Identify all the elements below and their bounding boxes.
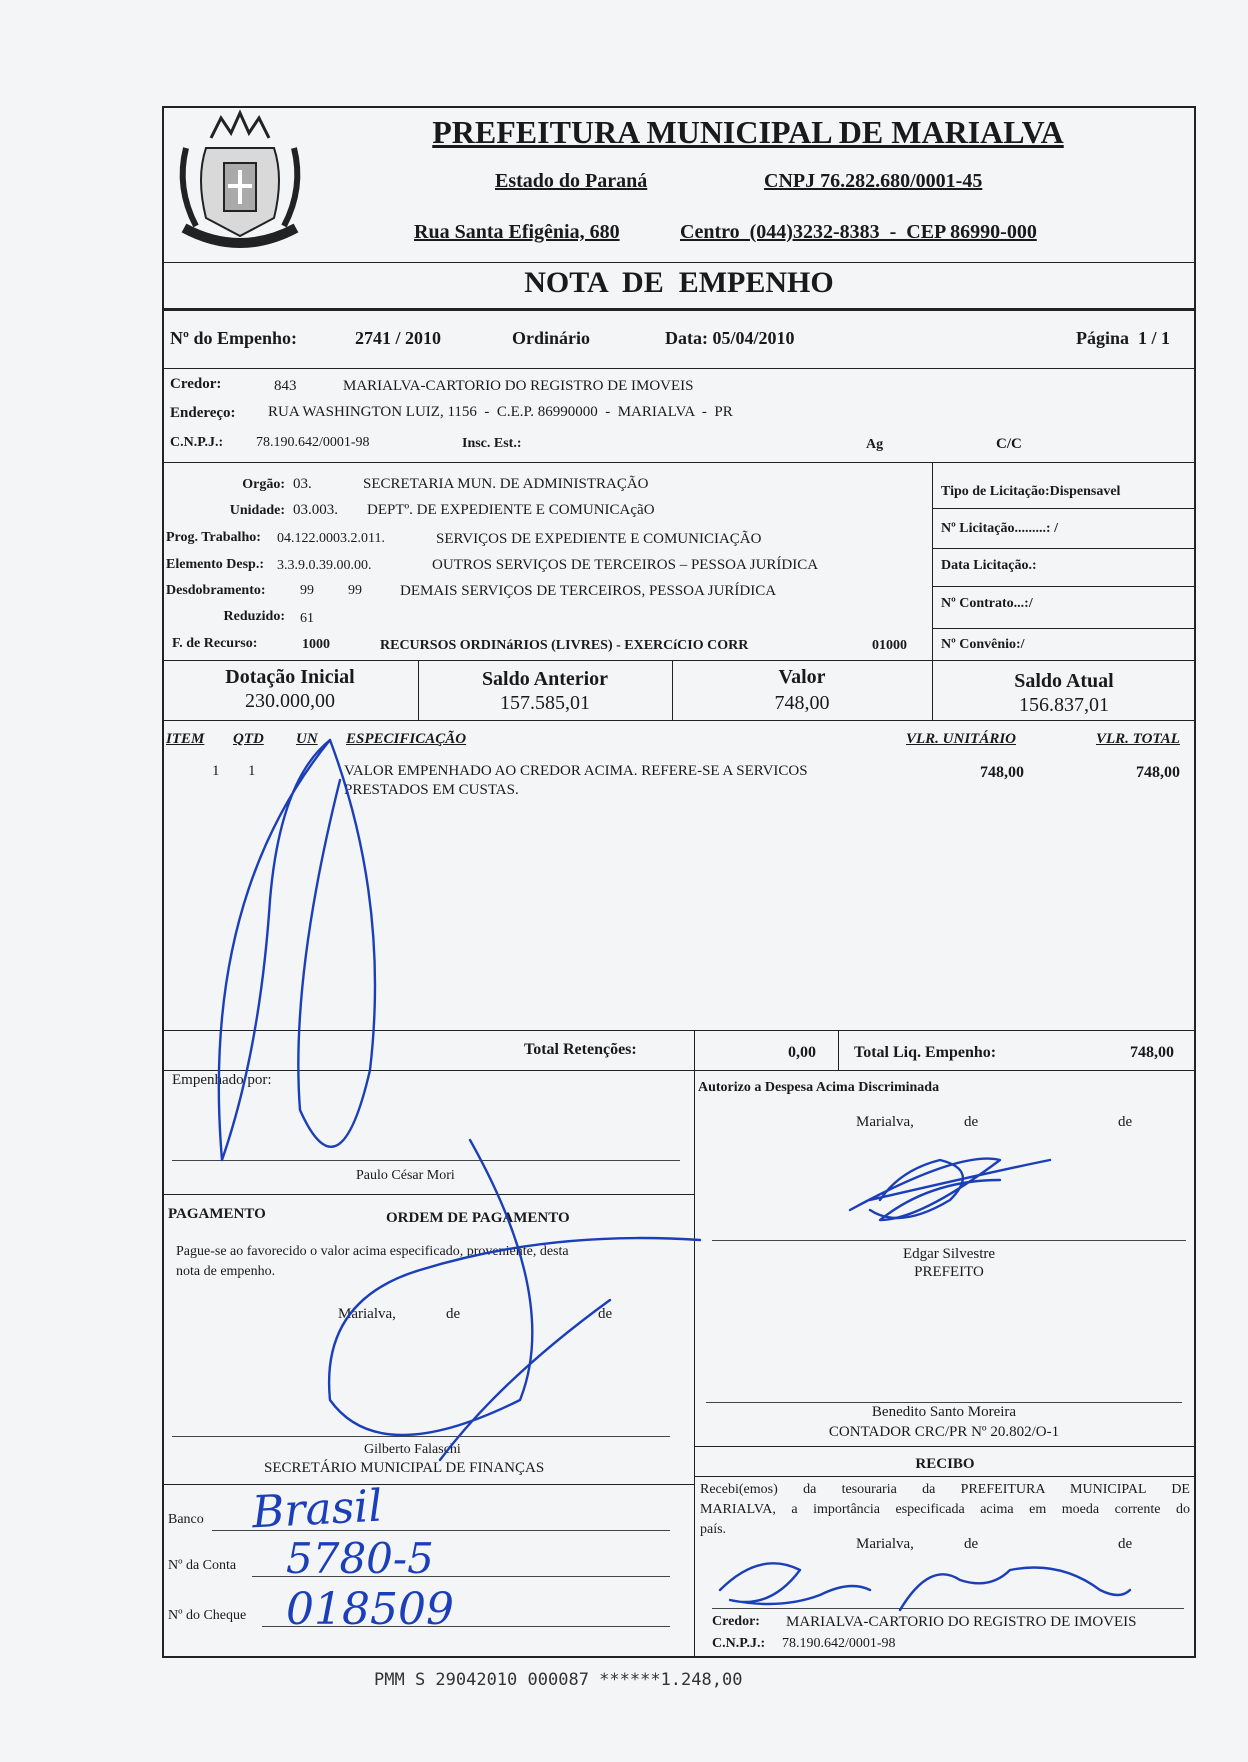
recibo-de2: de <box>1118 1536 1133 1552</box>
left-de2: de <box>598 1306 613 1322</box>
print-stamp: PMM S 29042010 000087 ******1.248,00 <box>374 1670 743 1690</box>
elemento-name: OUTROS SERVIÇOS DE TERCEIROS – PESSOA JURÍDICA <box>432 557 819 573</box>
pague-text-2: nota de empenho. <box>176 1264 276 1279</box>
left-de1: de <box>446 1306 461 1322</box>
empenho-label: Nº do Empenho: <box>170 328 297 348</box>
col-total: VLR. TOTAL <box>1096 731 1180 747</box>
credor-label: Credor: <box>170 376 222 392</box>
recurso-name: RECURSOS ORDINáRIOS (LIVRES) - EXERCíCIO CORR <box>380 638 749 653</box>
recibo-text-1: Recebi(emos) da tesouraria da PREFEITURA MUNICIPAL DE <box>700 1482 1190 1497</box>
reduzido-value: 61 <box>300 611 314 626</box>
desd-name: DEMAIS SERVIÇOS DE TERCEIROS, PESSOA JURÍDICA <box>400 583 777 599</box>
anterior-value: 157.585,01 <box>500 692 590 714</box>
row-espec-2: PRESTADOS EM CUSTAS. <box>344 782 519 798</box>
prefeito-name: Edgar Silvestre <box>902 1246 996 1262</box>
recibo-text-3: país. <box>700 1522 727 1537</box>
numero-contrato: Nº Contrato...:/ <box>941 596 1033 611</box>
street-label: Rua Santa Efigênia, 680 <box>414 221 620 243</box>
right-de2: de <box>1118 1114 1133 1130</box>
doc-title: NOTA DE EMPENHO <box>524 266 834 299</box>
left-place: Marialva, <box>338 1306 396 1322</box>
unidade-name: DEPTº. DE EXPEDIENTE E COMUNICAçãO <box>367 502 655 518</box>
signer2-name: Gilberto Falaschi <box>364 1442 461 1457</box>
numero-licitacao: Nº Licitação.........: / <box>941 521 1058 536</box>
col-item: ITEM <box>166 731 205 747</box>
recibo-text-2: MARIALVA, a importância especificada acima em moeda corrente do <box>700 1502 1190 1517</box>
retencoes-value: 0,00 <box>788 1044 816 1061</box>
page-number: Página 1 / 1 <box>1076 328 1171 348</box>
orgao-name: SECRETARIA MUN. DE ADMINISTRAÇÃO <box>363 476 649 492</box>
autorizo-label: Autorizo a Despesa Acima Discriminada <box>698 1080 940 1095</box>
liq-value: 748,00 <box>1130 1044 1174 1061</box>
row-unit: 748,00 <box>980 764 1024 781</box>
row-item: 1 <box>212 763 220 779</box>
recibo-cnpj: 78.190.642/0001-98 <box>782 1636 896 1651</box>
recibo-cnpj-label: C.N.P.J.: <box>712 1636 766 1651</box>
address-label: Endereço: <box>170 405 236 421</box>
contador-name: Benedito Santo Moreira <box>871 1404 1017 1420</box>
signer1-name: Paulo César Mori <box>356 1168 455 1183</box>
col-unit: VLR. UNITÁRIO <box>906 731 1017 747</box>
cheque-value: 018509 <box>286 1584 454 1635</box>
prefeito-role: PREFEITO <box>914 1264 984 1280</box>
dotacao-value: 230.000,00 <box>245 690 335 712</box>
data-licitacao: Data Licitação.: <box>941 558 1037 573</box>
recibo-de1: de <box>964 1536 979 1552</box>
state-label: Estado do Paraná <box>495 170 648 192</box>
insc-label: Insc. Est.: <box>462 436 522 451</box>
empenho-number: 2741 / 2010 <box>355 328 442 348</box>
empenho-type: Ordinário <box>512 328 591 348</box>
pague-text-1: Pague-se ao favorecido o valor acima especificado, proveniente, desta <box>176 1244 569 1259</box>
cc-label: C/C <box>996 436 1022 452</box>
liq-label: Total Liq. Empenho: <box>854 1044 997 1061</box>
atual-value: 156.837,01 <box>1019 694 1109 716</box>
anterior-label: Saldo Anterior <box>481 668 609 690</box>
recurso-label: F. de Recurso: <box>172 636 258 651</box>
row-total: 748,00 <box>1136 764 1180 781</box>
org-title: PREFEITURA MUNICIPAL DE MARIALVA <box>432 114 1064 150</box>
banco-value: Brasil <box>250 1480 384 1539</box>
recibo-place: Marialva, <box>856 1536 914 1552</box>
reduzido-label: Reduzido: <box>223 609 285 624</box>
numero-convenio: Nº Convênio:/ <box>941 637 1025 652</box>
tipo-licitacao: Tipo de Licitação:Dispensavel <box>941 484 1121 499</box>
orgao-label: Orgão: <box>242 477 285 492</box>
desd-a: 99 <box>300 583 314 598</box>
dotacao-label: Dotação Inicial <box>225 666 355 688</box>
desd-b: 99 <box>348 583 362 598</box>
credor-cnpj: 78.190.642/0001-98 <box>256 435 370 450</box>
cheque-label: Nº do Cheque <box>168 1608 247 1623</box>
prog-code: 04.122.0003.2.011. <box>277 531 385 546</box>
row-qtd: 1 <box>248 763 256 779</box>
unidade-label: Unidade: <box>229 503 285 518</box>
elemento-label: Elemento Desp.: <box>166 557 264 572</box>
credor-cnpj-label: C.N.P.J.: <box>170 435 224 450</box>
recibo-credor-name: MARIALVA-CARTORIO DO REGISTRO DE IMOVEIS <box>786 1614 1137 1630</box>
credor-code: 843 <box>274 378 297 394</box>
empenho-date: Data: 05/04/2010 <box>665 328 795 348</box>
banco-label: Banco <box>168 1512 204 1527</box>
desdobramento-label: Desdobramento: <box>166 583 266 598</box>
conta-value: 5780-5 <box>286 1534 434 1583</box>
empenhado-label: Empenhado por: <box>172 1072 272 1088</box>
credor-address: RUA WASHINGTON LUIZ, 1156 - C.E.P. 86990000 - MARIALVA - PR <box>268 404 733 420</box>
recurso-code: 1000 <box>302 637 330 652</box>
unidade-code: 03.003. <box>293 502 338 518</box>
cnpj-label: CNPJ 76.282.680/0001-45 <box>764 170 983 192</box>
elemento-code: 3.3.9.0.39.00.00. <box>277 558 372 573</box>
signer2-role: SECRETÁRIO MUNICIPAL DE FINANÇAS <box>264 1460 545 1476</box>
col-qtd: QTD <box>233 731 264 747</box>
row-espec-1: VALOR EMPENHADO AO CREDOR ACIMA. REFERE-SE A SERVICOS <box>344 763 808 779</box>
atual-label: Saldo Atual <box>1014 670 1114 692</box>
recurso-num: 01000 <box>872 638 907 653</box>
right-de1: de <box>964 1114 979 1130</box>
right-place: Marialva, <box>856 1114 914 1130</box>
ag-label: Ag <box>866 437 884 452</box>
credor-name: MARIALVA-CARTORIO DO REGISTRO DE IMOVEIS <box>343 378 694 394</box>
prog-name: SERVIÇOS DE EXPEDIENTE E COMUNICIAÇÃO <box>436 531 762 547</box>
recibo-credor-label: Credor: <box>712 1614 760 1629</box>
coat-of-arms-icon <box>166 108 314 258</box>
contact-label: Centro (044)3232-8383 - CEP 86990-000 <box>680 221 1037 243</box>
contador-role: CONTADOR CRC/PR Nº 20.802/O-1 <box>828 1424 1060 1440</box>
col-espec: ESPECIFICAÇÃO <box>346 731 467 747</box>
prog-label: Prog. Trabalho: <box>166 530 261 545</box>
recibo-label: RECIBO <box>915 1456 975 1472</box>
col-un: UN <box>296 731 318 747</box>
valor-value: 748,00 <box>774 692 830 714</box>
ordem-label: ORDEM DE PAGAMENTO <box>386 1210 570 1226</box>
valor-label: Valor <box>778 666 826 688</box>
orgao-code: 03. <box>293 476 312 492</box>
pagamento-label: PAGAMENTO <box>168 1206 266 1222</box>
conta-label: Nº da Conta <box>168 1558 237 1573</box>
retencoes-label: Total Retenções: <box>524 1041 637 1058</box>
